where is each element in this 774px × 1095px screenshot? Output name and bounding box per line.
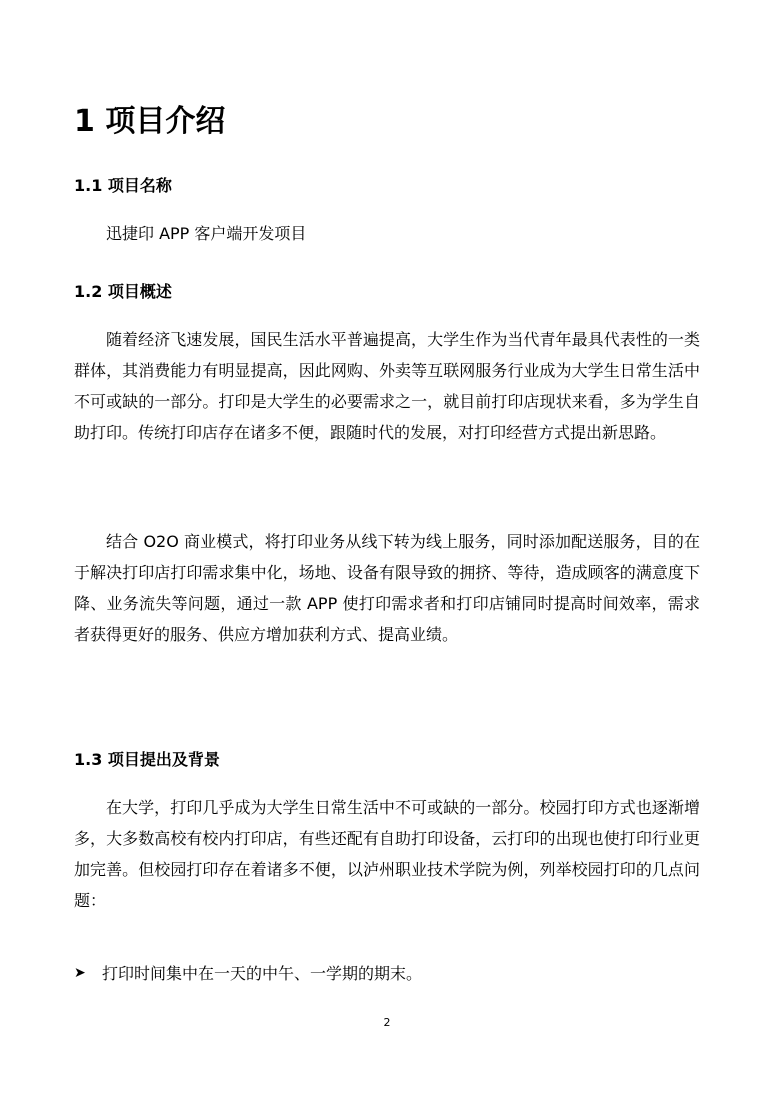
- overview-paragraph-2: 结合 O2O 商业模式，将打印业务从线下转为线上服务，同时添加配送服务，目的在于解决打印店打印需求集中化，场地、设备有限导致的拥挤、等待，造成顾客的满意度下降、业务流失等问题，通过一款 APP 使打印需求者和打印店铺同时提高时间效率，需求者获得更好的服务、供应方增加获利方式、提高业绩。: [74, 532, 700, 644]
- list-item: [74, 958, 422, 989]
- section-heading-1-1: 1.1 项目名称: [74, 176, 172, 195]
- page-number: 2: [383, 1016, 391, 1029]
- list-item-text: 打印时间集中在一天的中午、一学期的期末。: [102, 964, 423, 983]
- chapter-title: 1 项目介绍: [74, 104, 226, 139]
- document-page: [74, 0, 700, 1095]
- overview-paragraph-1: 随着经济飞速发展，国民生活水平普遍提高，大学生作为当代青年最具代表性的一类群体，其消费能力有明显提高，因此网购、外卖等互联网服务行业成为大学生日常生活中不可或缺的一部分。打印是大学生的必要需求之一，就目前打印店现状来看，多为学生自助打印。传统打印店存在诸多不便，跟随时代的发展，对打印经营方式提出新思路。: [74, 330, 700, 442]
- section-heading-1-2: 1.2 项目概述: [74, 282, 172, 301]
- project-name-text: 迅捷印 APP 客户端开发项目: [106, 224, 307, 243]
- background-paragraph: 在大学，打印几乎成为大学生日常生活中不可或缺的一部分。校园打印方式也逐渐增多，大多数高校有校内打印店，有些还配有自助打印设备，云打印的出现也使打印行业更加完善。但校园打印存在着诸多不便，以泸州职业技术学院为例，列举校园打印的几点问题：: [74, 798, 700, 910]
- section-heading-1-3: 1.3 项目提出及背景: [74, 750, 220, 769]
- arrow-bullet-icon: ➤: [74, 965, 86, 981]
